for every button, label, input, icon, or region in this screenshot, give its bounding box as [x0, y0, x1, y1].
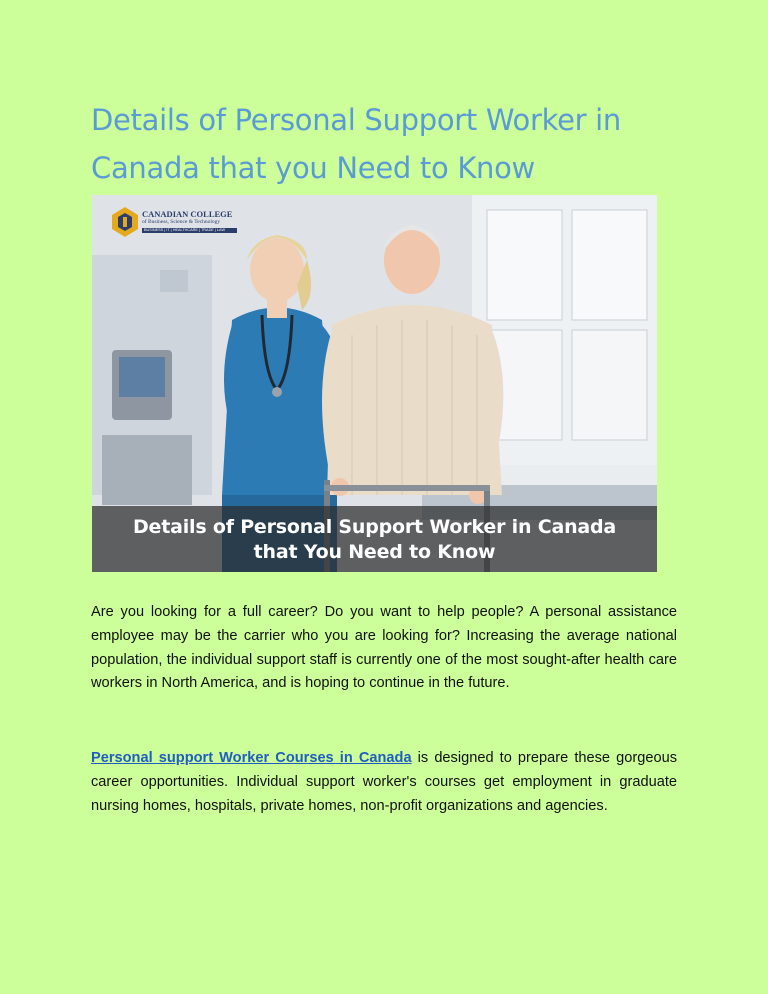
hero-image — [92, 195, 657, 572]
image-caption-line-1: Details of Personal Support Worker in Canada — [132, 516, 617, 538]
courses-paragraph-text: is designed to prepare these gorgeous career opportunities. Individual support worker's courses get employment in graduate nursing homes, hospitals, private homes, non-profit organizations and agencies. — [91, 750, 677, 814]
page-title: Details of Personal Support Worker in Canada that you Need to Know — [91, 103, 622, 185]
logo-tagline: of Business, Science & Technology — [142, 219, 221, 225]
courses-paragraph — [91, 747, 677, 818]
psw-courses-link[interactable]: Personal support Worker Courses in Canada — [91, 750, 412, 766]
image-caption — [92, 515, 657, 565]
college-crest-icon — [112, 207, 138, 237]
image-caption-banner — [92, 506, 657, 572]
logo-subjects: BUSINESS | IT | HEALTHCARE | TRADE | LAW — [142, 228, 237, 233]
college-logo — [112, 207, 232, 239]
intro-paragraph: Are you looking for a full career? Do you want to help people? A personal assistance employee may be the carrier who you are looking for? Increasing the average national population, the individual support staff is currently one of the most sought-after health care workers in North America, and is hoping to continue in the future. — [91, 604, 677, 692]
logo-name: CANADIAN COLLEGE — [142, 209, 233, 219]
image-caption-line-2: that You Need to Know — [253, 541, 496, 563]
